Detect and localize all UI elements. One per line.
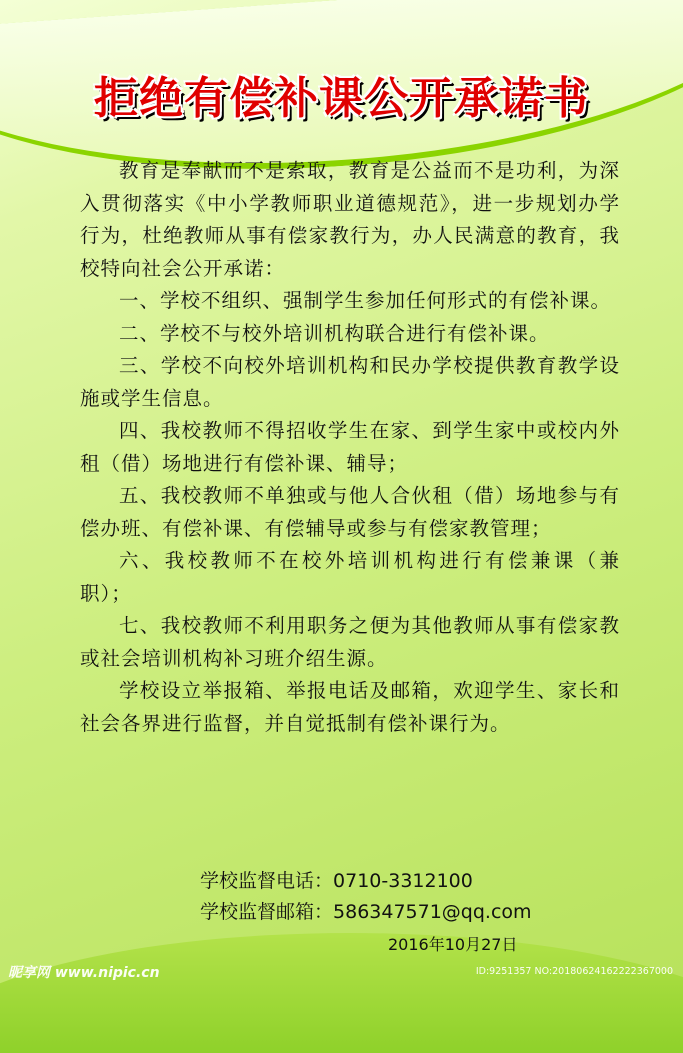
- phone-label: 学校监督电话：: [200, 870, 334, 892]
- pledge-item-7: 七、我校教师不利用职务之便为其他教师从事有偿家教或社会培训机构补习班介绍生源。: [80, 614, 620, 670]
- contact-block: [200, 866, 532, 928]
- pledge-item-6: 六、我校教师不在校外培训机构进行有偿兼课（兼职）；: [80, 549, 620, 605]
- date-text: 2016年10月27日: [388, 935, 518, 954]
- pledge-item-3: 三、学校不向校外培训机构和民办学校提供教育教学设施或学生信息。: [80, 354, 620, 410]
- pledge-item-4: 四、我校教师不得招收学生在家、到学生家中或校内外租（借）场地进行有偿补课、辅导；: [80, 419, 620, 475]
- email-address: 586347571@qq.com: [333, 901, 532, 923]
- watermark-id: ID:9251357 NO:20180624162222367000: [475, 966, 673, 977]
- email-label: 学校监督邮箱：: [200, 901, 334, 923]
- closing-paragraph: 学校设立举报箱、举报电话及邮箱，欢迎学生、家长和社会各界进行监督，并自觉抵制有偿补课行为。: [80, 679, 620, 735]
- page-title: 拒绝有偿补课公开承诺书: [94, 73, 589, 124]
- intro-paragraph: 教育是奉献而不是索取，教育是公益而不是功利，为深入贯彻落实《中小学教师职业道德规范》，进一步规划办学行为，杜绝教师从事有偿家教行为，办人民满意的教育，我校特向社会公开承诺：: [80, 159, 620, 280]
- bottom-band-decoration: [0, 933, 683, 1053]
- watermark-site: 昵享网 www.nipic.cn: [8, 965, 160, 981]
- phone-row: [200, 866, 532, 897]
- pledge-body: [80, 155, 620, 740]
- pledge-item-5: 五、我校教师不单独或与他人合伙租（借）场地参与有偿办班、有偿补课、有偿辅导或参与有偿家教管理；: [80, 484, 620, 540]
- pledge-item-2: 二、学校不与校外培训机构联合进行有偿补课。: [119, 321, 550, 345]
- pledge-item-1: 一、学校不组织、强制学生参加任何形式的有偿补课。: [119, 289, 612, 312]
- phone-number: 0710-3312100: [333, 870, 473, 892]
- email-row: [200, 897, 532, 928]
